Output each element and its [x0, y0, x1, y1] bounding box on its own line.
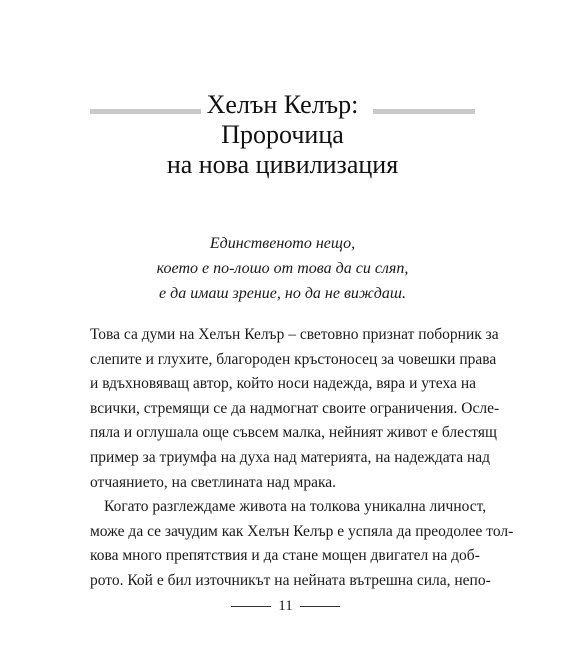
epigraph-line-2: което е по-лошо от това да си сляп, — [156, 260, 409, 277]
paragraph-1-line-2: слепите и глухите, благороден кръстоносец за човешки права — [90, 350, 497, 368]
chapter-title-line-3: на нова цивилизация — [166, 150, 399, 179]
folio-dash-right — [300, 606, 340, 607]
paragraph-1-line-3: и вдъхновяващ автор, който носи надежда, вяра и утеха на — [90, 375, 476, 393]
chapter-title-line-1: Хелън Келър: — [201, 90, 365, 120]
chapter-title-line-2: Пророчица — [221, 120, 344, 149]
paragraph-1-line-5: пяла и оглушала още съвсем малка, нейният живот е блестящ — [90, 424, 497, 442]
title-rule-right — [373, 109, 475, 114]
paragraph-1-line-7: отчаянието, на светлината над мрака. — [90, 473, 337, 491]
body-text — [90, 323, 514, 594]
paragraph-2-line-1: Когато разглеждаме живота на толкова уникална личност, — [104, 498, 487, 516]
paragraph-1-line-6: пример за триумфа на духа над материята, на надеждата над — [90, 448, 491, 466]
paragraph-2-line-3: кова много препятствия и да стане мощен двигател на доб- — [90, 547, 480, 565]
page-footer — [0, 597, 571, 615]
title-rule-left — [90, 109, 218, 114]
folio-dash-left — [231, 606, 271, 607]
chapter-heading — [90, 90, 475, 180]
epigraph — [90, 231, 475, 306]
paragraph-2 — [90, 495, 514, 593]
epigraph-line-1: Единственото нещо, — [209, 235, 356, 252]
paragraph-1-line-1: Това са думи на Хелън Келър – световно признат поборник за — [90, 326, 499, 343]
paragraph-1 — [90, 323, 500, 495]
page-number: 11 — [278, 598, 293, 614]
paragraph-2-line-4: рото. Кой е бил източникът на нейната вътрешна сила, непо- — [90, 571, 491, 589]
paragraph-2-line-2: може да се зачудим как Хелън Келър е успяла да преодолее тол- — [90, 522, 514, 540]
paragraph-1-line-4: всички, стремящи се да надмогнат своите ограничения. Осле- — [90, 399, 500, 417]
epigraph-line-3: е да имаш зрение, но да не виждаш. — [159, 285, 406, 302]
